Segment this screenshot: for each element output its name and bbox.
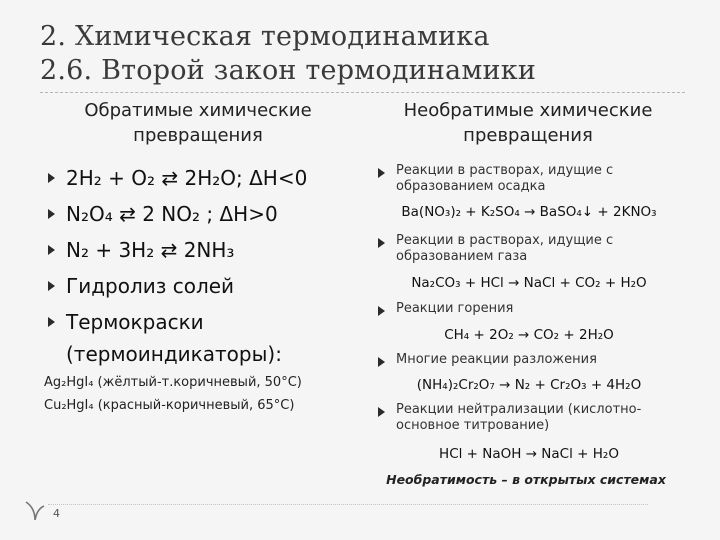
irreversible-item-label: Реакции нейтрализации (кислотно-основное титрование)	[396, 402, 642, 433]
bullet-arrow-icon	[378, 407, 385, 417]
bullet-arrow-icon	[378, 357, 385, 367]
reversible-item: N₂O₄ ⇄ 2 NO₂ ; ΔH>0	[66, 202, 278, 226]
thermo-paint-example: Cu₂HgI₄ (красный-коричневый, 65°C)	[44, 398, 295, 413]
title-line-1: 2. Химическая термодинамика	[40, 21, 490, 52]
irreversible-item-label: Реакции горения	[396, 301, 514, 316]
bullet-arrow-icon	[378, 168, 385, 178]
title-divider	[40, 92, 685, 93]
irreversibility-note: Необратимость – в открытых системах	[386, 472, 666, 487]
bullet-arrow-icon	[378, 306, 385, 316]
reaction-formula: HCl + NaOH → NaCl + H₂O	[439, 446, 619, 462]
footer-divider	[48, 504, 648, 505]
reversible-item: N₂ + 3H₂ ⇄ 2NH₃	[66, 238, 235, 262]
bullet-arrow-icon	[48, 245, 55, 255]
page-number: 4	[53, 507, 60, 520]
irreversible-item-label: Реакции в растворах, идущие с образованием газа	[396, 233, 614, 264]
bullet-arrow-icon	[48, 209, 55, 219]
reversible-item: Термокраски	[66, 310, 204, 334]
bullet-arrow-icon	[48, 173, 55, 183]
bullet-arrow-icon	[48, 281, 55, 291]
reaction-formula: (NH₄)₂Cr₂O₇ → N₂ + Cr₂O₃ + 4H₂O	[416, 377, 642, 393]
irreversible-heading: Необратимые химические превращения	[403, 100, 653, 146]
irreversible-item-label: Многие реакции разложения	[396, 352, 597, 367]
reaction-formula: Ba(NO₃)₂ + K₂SO₄ → BaSO₄↓ + 2KNO₃	[401, 204, 657, 220]
reversible-item: 2H₂ + O₂ ⇄ 2H₂O; ΔH<0	[66, 166, 308, 190]
footer-corner-icon	[24, 500, 46, 522]
title-line-2: 2.6. Второй закон термодинамики	[40, 55, 537, 86]
irreversible-item-label: Реакции в растворах, идущие с образованием осадка	[396, 163, 614, 194]
reaction-formula: CH₄ + 2O₂ → CO₂ + 2H₂O	[444, 327, 614, 343]
bullet-arrow-icon	[378, 238, 385, 248]
slide-title	[40, 20, 680, 88]
thermo-paint-example: Ag₂HgI₄ (жёлтый-т.коричневый, 50°C)	[44, 375, 302, 390]
reaction-formula: Na₂CO₃ + HCl → NaCl + CO₂ + H₂O	[411, 275, 647, 291]
reversible-item: Гидролиз солей	[66, 274, 235, 298]
reversible-heading: Обратимые химические превращения	[84, 100, 312, 146]
reversible-item-continuation: (термоиндикаторы):	[66, 342, 282, 366]
bullet-arrow-icon	[48, 317, 55, 327]
